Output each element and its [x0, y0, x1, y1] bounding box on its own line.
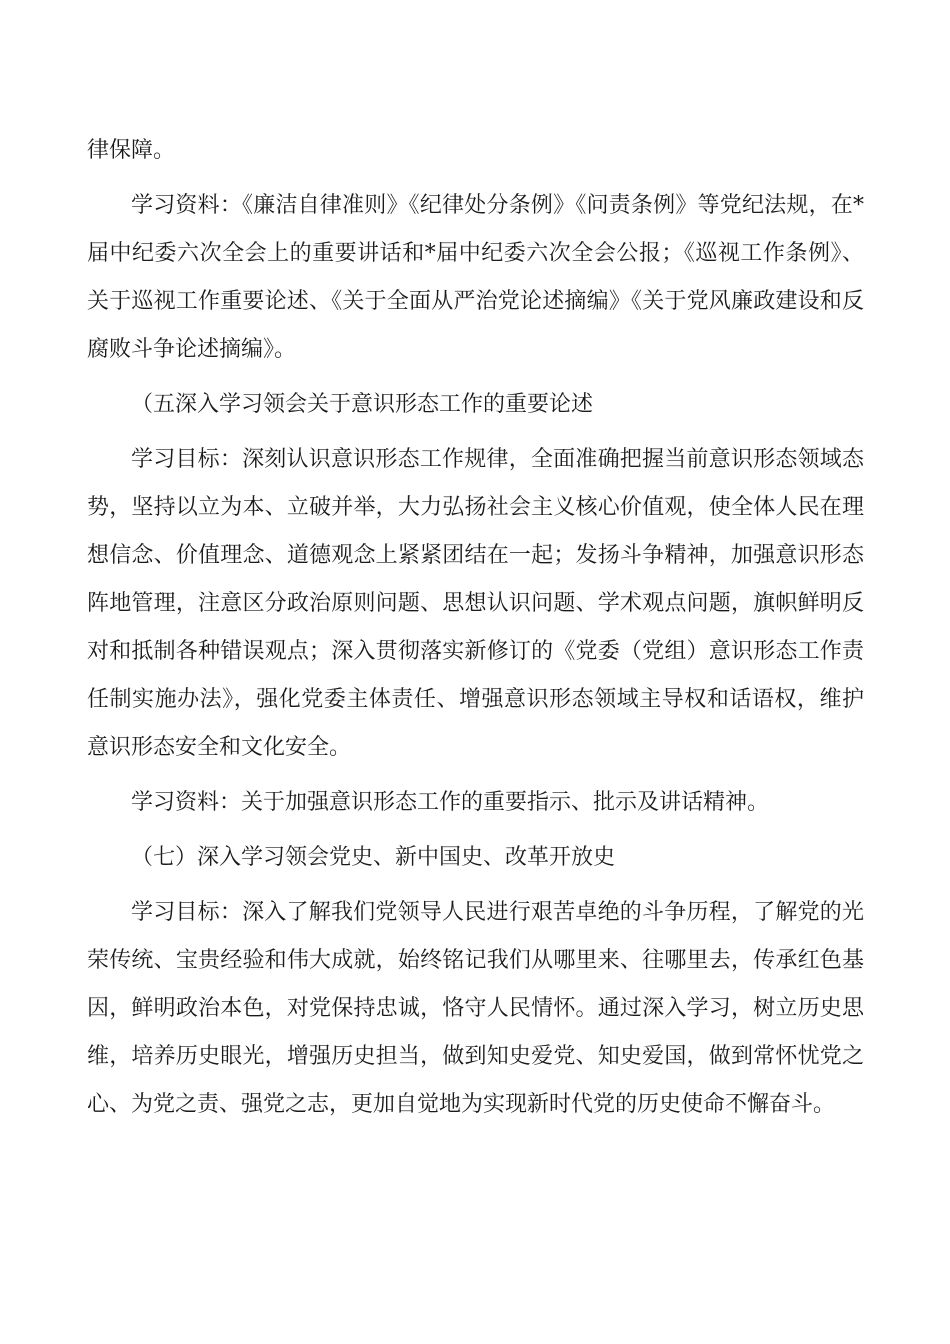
- paragraph-study-goals-ideology: 学习目标：深刻认识意识形态工作规律，全面准确把握当前意识形态领域态势，坚持以立为本、立破并举，大力弘扬社会主义核心价值观，使全体人民在理想信念、价值理念、道德观念上紧紧团结在一起；发扬斗争精神，加强意识形态阵地管理，注意区分政治原则问题、思想认识问题、学术观点问题，旗帜鲜明反对和抵制各种错误观点；深入贯彻落实新修订的《党委（党组）意识形态工作责任制实施办法》，强化党委主体责任、增强意识形态领域主导权和话语权，维护意识形态安全和文化安全。: [87, 447, 864, 760]
- section-heading-history: （七）深入学习领会党史、新中国史、改革开放史: [131, 845, 616, 870]
- paragraph-study-goals-history: 学习目标：深入了解我们党领导人民进行艰苦卓绝的斗争历程，了解党的光荣传统、宝贵经验和伟大成就，始终铭记我们从哪里来、往哪里去，传承红色基因，鲜明政治本色，对党保持忠诚，恪守人民情怀。通过深入学习，树立历史思维，培养历史眼光，增强历史担当，做到知史爱党、知史爱国，做到常怀忧党之心、为党之责、强党之志，更加自觉地为实现新时代党的历史使命不懈奋斗。: [87, 900, 864, 1117]
- paragraph-continuation: 律保障。: [87, 138, 176, 163]
- document-body: [87, 127, 864, 1136]
- paragraph-study-materials-ideology: 学习资料：关于加强意识形态工作的重要指示、批示及讲话精神。: [131, 790, 770, 815]
- section-heading-ideology: （五深入学习领会关于意识形态工作的重要论述: [131, 392, 594, 417]
- paragraph-study-materials: 学习资料：《廉洁自律准则》《纪律处分条例》《问责条例》等党纪法规，在*届中纪委六次全会上的重要讲话和*届中纪委六次全会公报；《巡视工作条例》、关于巡视工作重要论述、《关于全面从严治党论述摘编》《关于党风廉政建设和反腐败斗争论述摘编》。: [87, 193, 864, 362]
